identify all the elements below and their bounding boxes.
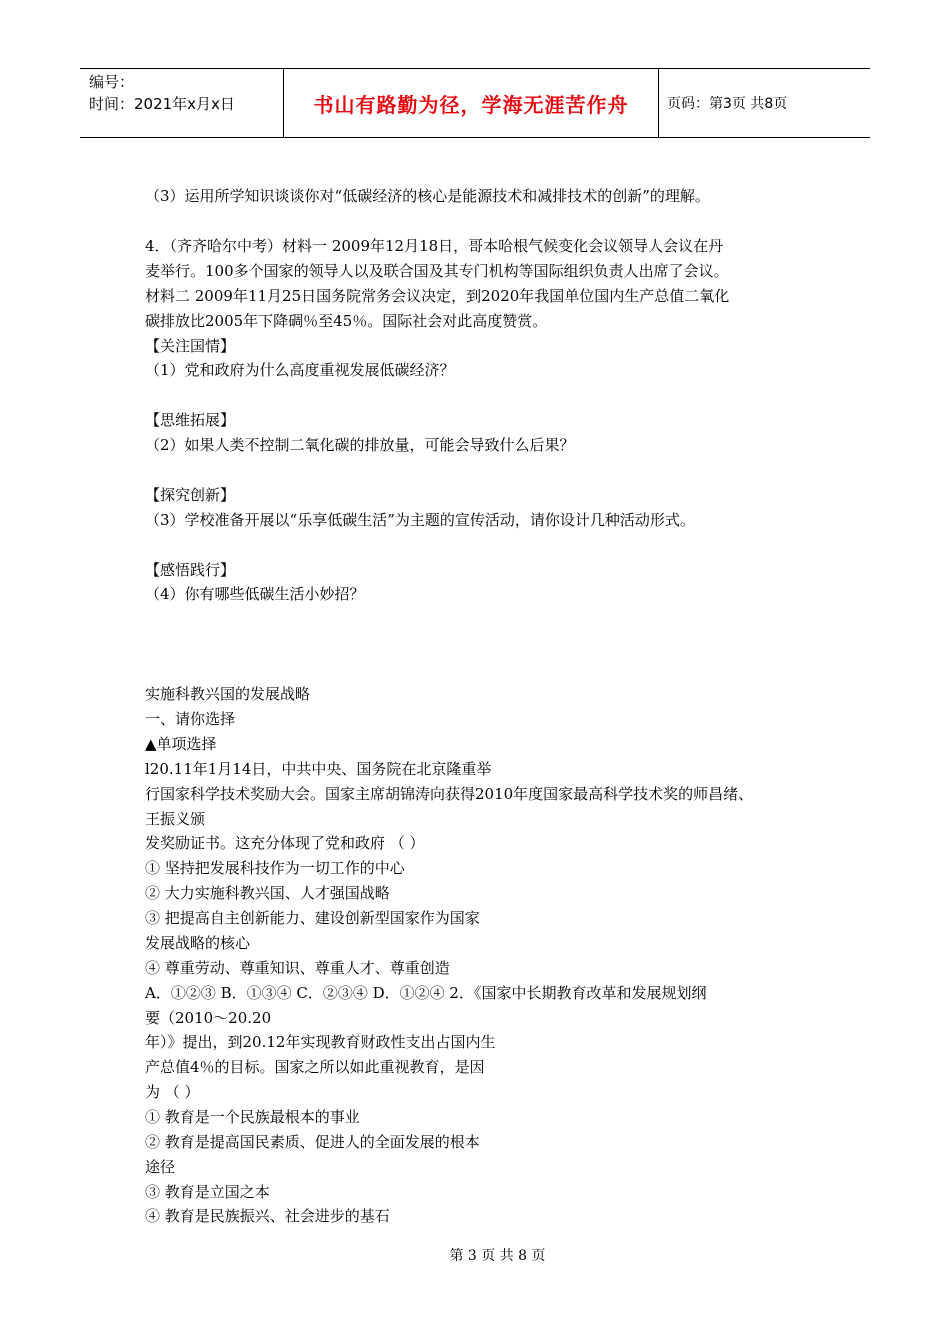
question-line: 为 （ ）: [145, 1083, 200, 1101]
question-line: l20.11年1月14日，中共中央、国务院在北京隆重举: [145, 760, 492, 778]
question-4-line: 麦举行。100多个国家的领导人以及联合国及其专门机构等国际组织负责人出席了会议。: [145, 262, 729, 280]
option-item: ② 教育是提高国民素质、促进人的全面发展的根本: [145, 1133, 480, 1151]
page-info: 页码：第3页 共8页: [667, 96, 788, 112]
question-line: 发奖励证书。这充分体现了党和政府 （ ）: [145, 834, 425, 852]
section-heading: 【思维拓展】: [145, 411, 236, 429]
chapter-title: 实施科教兴国的发展战略: [145, 685, 311, 703]
number-label: 编号：: [89, 73, 135, 91]
option-item: ③ 教育是立国之本: [145, 1183, 270, 1201]
date-label: 时间：2021年x月x日: [89, 95, 235, 113]
question-line: 年）》提出，到20.12年实现教育财政性支出占国内生: [145, 1033, 496, 1051]
page-footer: 第 3 页 共 8 页: [449, 1248, 546, 1264]
header-page-cell: [659, 69, 870, 137]
section-heading: 【感悟践行】: [145, 561, 236, 579]
question-4-line: 4．（齐齐哈尔中考）材料一 2009年12月18日，哥本哈根气候变化会议领导人会议在丹: [145, 237, 724, 255]
motto-text: 书山有路勤为径，学海无涯苦作舟: [313, 92, 629, 117]
sub-question: （2）如果人类不控制二氧化碳的排放量，可能会导致什么后果？: [145, 436, 575, 454]
section-heading: 【关注国情】: [145, 337, 236, 355]
header-left-cell: [80, 69, 283, 137]
question-3-text: （3）运用所学知识谈谈你对“低碳经济的核心是能源技术和减排技术的创新”的理解。: [145, 187, 710, 205]
option-item: ③ 把提高自主创新能力、建设创新型国家作为国家: [145, 909, 480, 927]
section-heading: 【探究创新】: [145, 486, 236, 504]
option-item: 途径: [145, 1158, 176, 1176]
page-header: [80, 68, 870, 138]
option-item: ② 大力实施科教兴国、人才强国战略: [145, 884, 390, 902]
sub-question: （3）学校准备开展以“乐享低碳生活”为主题的宣传活动，请你设计几种活动形式。: [145, 511, 695, 529]
part-heading: 一、请你选择: [145, 710, 236, 728]
question-line: 王振义颁: [145, 810, 206, 828]
option-item: ① 坚持把发展科技作为一切工作的中心: [145, 859, 405, 877]
question-line: 要（2010～20.20: [145, 1009, 272, 1027]
question-type: ▲单项选择: [145, 735, 217, 753]
option-item: ① 教育是一个民族最根本的事业: [145, 1108, 360, 1126]
question-line: 产总值4％的目标。国家之所以如此重视教育，是因: [145, 1058, 485, 1076]
option-item: 发展战略的核心: [145, 934, 251, 952]
option-item: ④ 教育是民族振兴、社会进步的基石: [145, 1207, 390, 1225]
sub-question: （4）你有哪些低碳生活小妙招？: [145, 585, 365, 603]
material-two-line: 碳排放比2005年下降碉％至45％。国际社会对此高度赞赏。: [145, 312, 548, 330]
sub-question: （1）党和政府为什么高度重视发展低碳经济？: [145, 361, 455, 379]
header-motto-cell: [283, 69, 659, 137]
option-item: ④ 尊重劳动、尊重知识、尊重人才、尊重创造: [145, 959, 450, 977]
material-two-line: 材料二 2009年11月25日国务院常务会议决定，到2020年我国单位国内生产总值二氧化: [145, 287, 730, 305]
answer-choices: A．①②③ B．①③④ C．②③④ D．①②④ 2．《国家中长期教育改革和发展规划纲: [145, 984, 707, 1002]
question-line: 行国家科学技术奖励大会。国家主席胡锦涛向获得2010年度国家最高科学技术奖的师昌绪、: [145, 785, 754, 803]
